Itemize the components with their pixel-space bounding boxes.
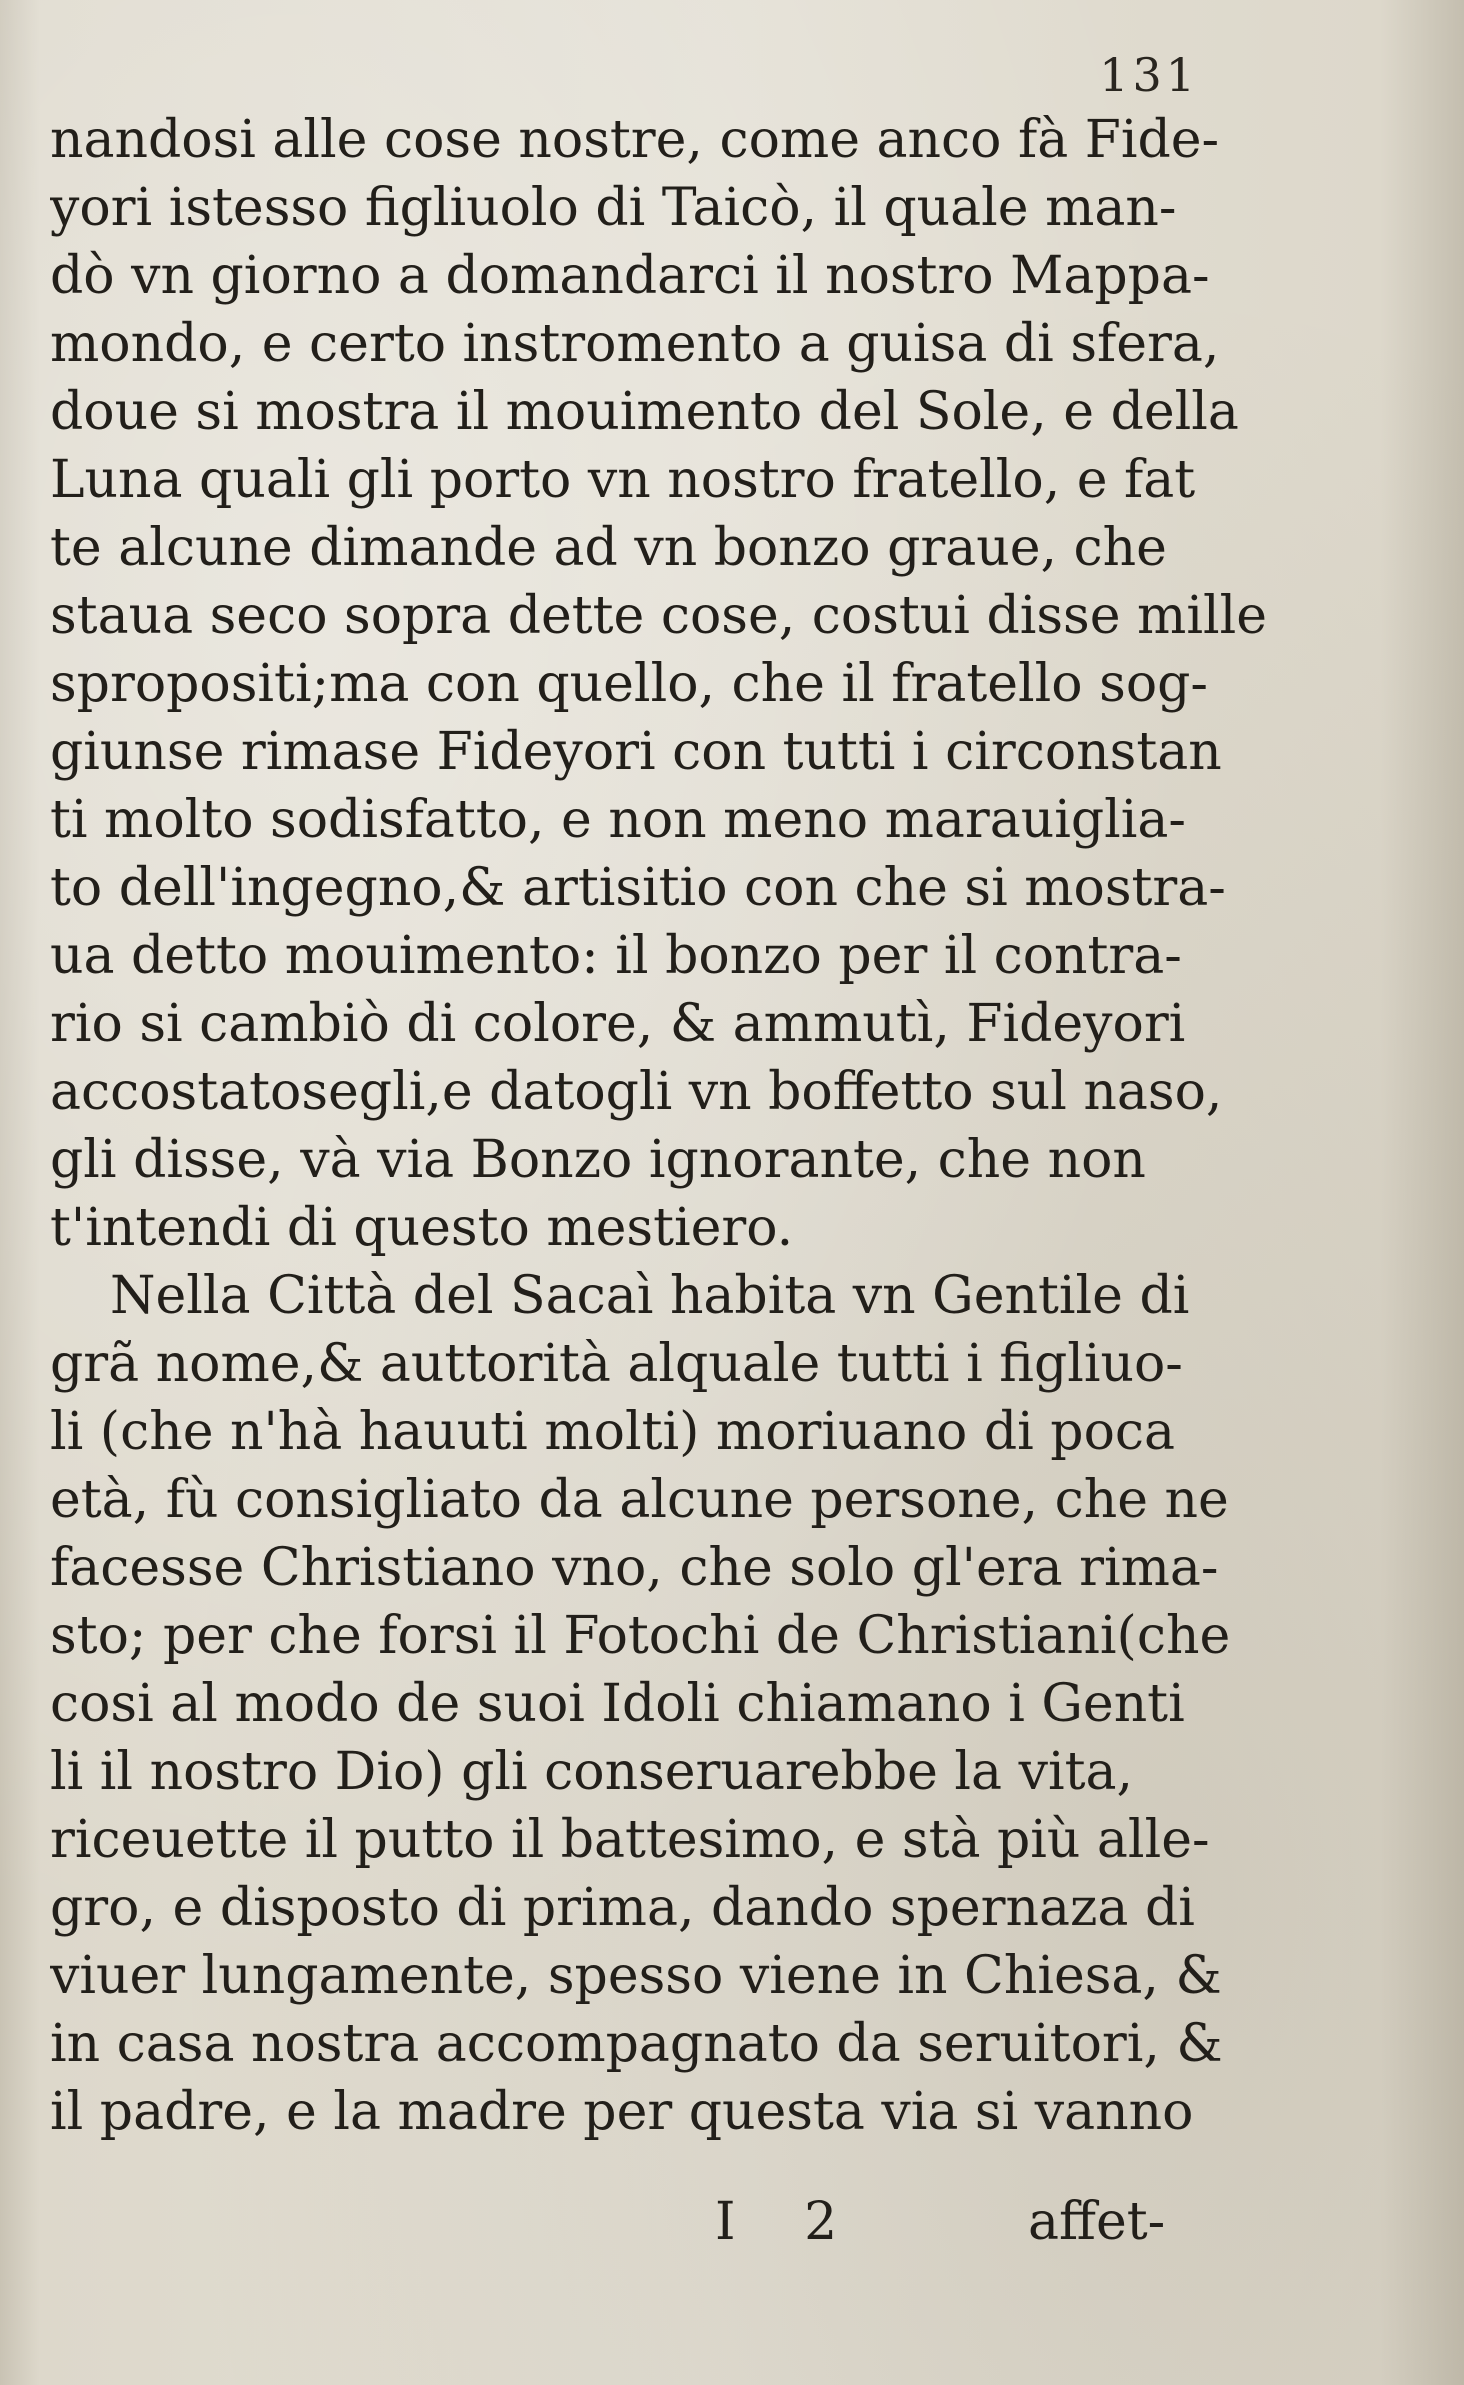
- text-line: gli disse, và via Bonzo ignorante, che non: [50, 1130, 1146, 1190]
- text-line: dò vn giorno a domandarci il nostro Mappa-: [50, 246, 1210, 306]
- text-line: Nella Città del Sacaì habita vn Gentile di: [110, 1266, 1190, 1326]
- text-line: li il nostro Dio) gli conseruarebbe la vita,: [50, 1742, 1134, 1802]
- text-line: cosi al modo de suoi Idoli chiamano i Genti: [50, 1674, 1185, 1734]
- text-line: Luna quali gli porto vn nostro fratello, e fat: [50, 450, 1196, 510]
- text-line: facesse Christiano vno, che solo gl'era rima-: [50, 1538, 1219, 1598]
- text-line: riceuette il putto il battesimo, e stà più alle-: [50, 1810, 1210, 1870]
- text-line: giunse rimase Fideyori con tutti i circonstan: [50, 722, 1222, 782]
- text-line: ua detto mouimento: il bonzo per il contra-: [50, 926, 1182, 986]
- text-line: gro, e disposto di prima, dando spernaza di: [50, 1878, 1195, 1938]
- text-line: mondo, e certo instromento a guisa di sfera,: [50, 314, 1220, 374]
- text-line: spropositi;ma con quello, che il fratello sog-: [50, 654, 1208, 714]
- text-line: accostatosegli,e datogli vn boffetto sul naso,: [50, 1062, 1223, 1122]
- text-line: in casa nostra accompagnato da seruitori, &: [50, 2014, 1223, 2074]
- page-footer: [0, 2188, 1464, 2256]
- text-line: staua seco sopra dette cose, costui disse mille: [50, 586, 1268, 646]
- text-line: t'intendi di questo mestiero.: [50, 1198, 794, 1258]
- text-line: sto; per che forsi il Fotochi de Christiani(che: [50, 1606, 1231, 1666]
- text-line: nandosi alle cose nostre, come anco fà Fide-: [50, 110, 1220, 170]
- text-line: te alcune dimande ad vn bonzo graue, che: [50, 518, 1167, 578]
- text-line: yori istesso figliuolo di Taicò, il quale man-: [50, 178, 1177, 238]
- page-number: 131: [1099, 48, 1199, 102]
- text-line: rio si cambiò di colore, & ammutì, Fideyori: [50, 994, 1186, 1054]
- catchword: affet-: [1028, 2192, 1166, 2252]
- text-line: li (che n'hà hauuti molti) moriuano di poca: [50, 1402, 1176, 1462]
- text-line: viuer lungamente, spesso viene in Chiesa, &: [50, 1946, 1222, 2006]
- text-line: to dell'ingegno,& artisitio con che si mostra-: [50, 858, 1226, 918]
- text-line: il padre, e la madre per questa via si vanno: [50, 2082, 1194, 2142]
- text-line: età, fù consigliato da alcune persone, che ne: [50, 1470, 1229, 1530]
- text-line: grã nome,& auttorità alquale tutti i figliuo-: [50, 1334, 1183, 1394]
- text-line: doue si mostra il mouimento del Sole, e della: [50, 382, 1239, 442]
- body-text: [50, 106, 1280, 2146]
- text-line: ti molto sodisfatto, e non meno marauiglia-: [50, 790, 1186, 850]
- signature-mark: I 2: [715, 2192, 864, 2252]
